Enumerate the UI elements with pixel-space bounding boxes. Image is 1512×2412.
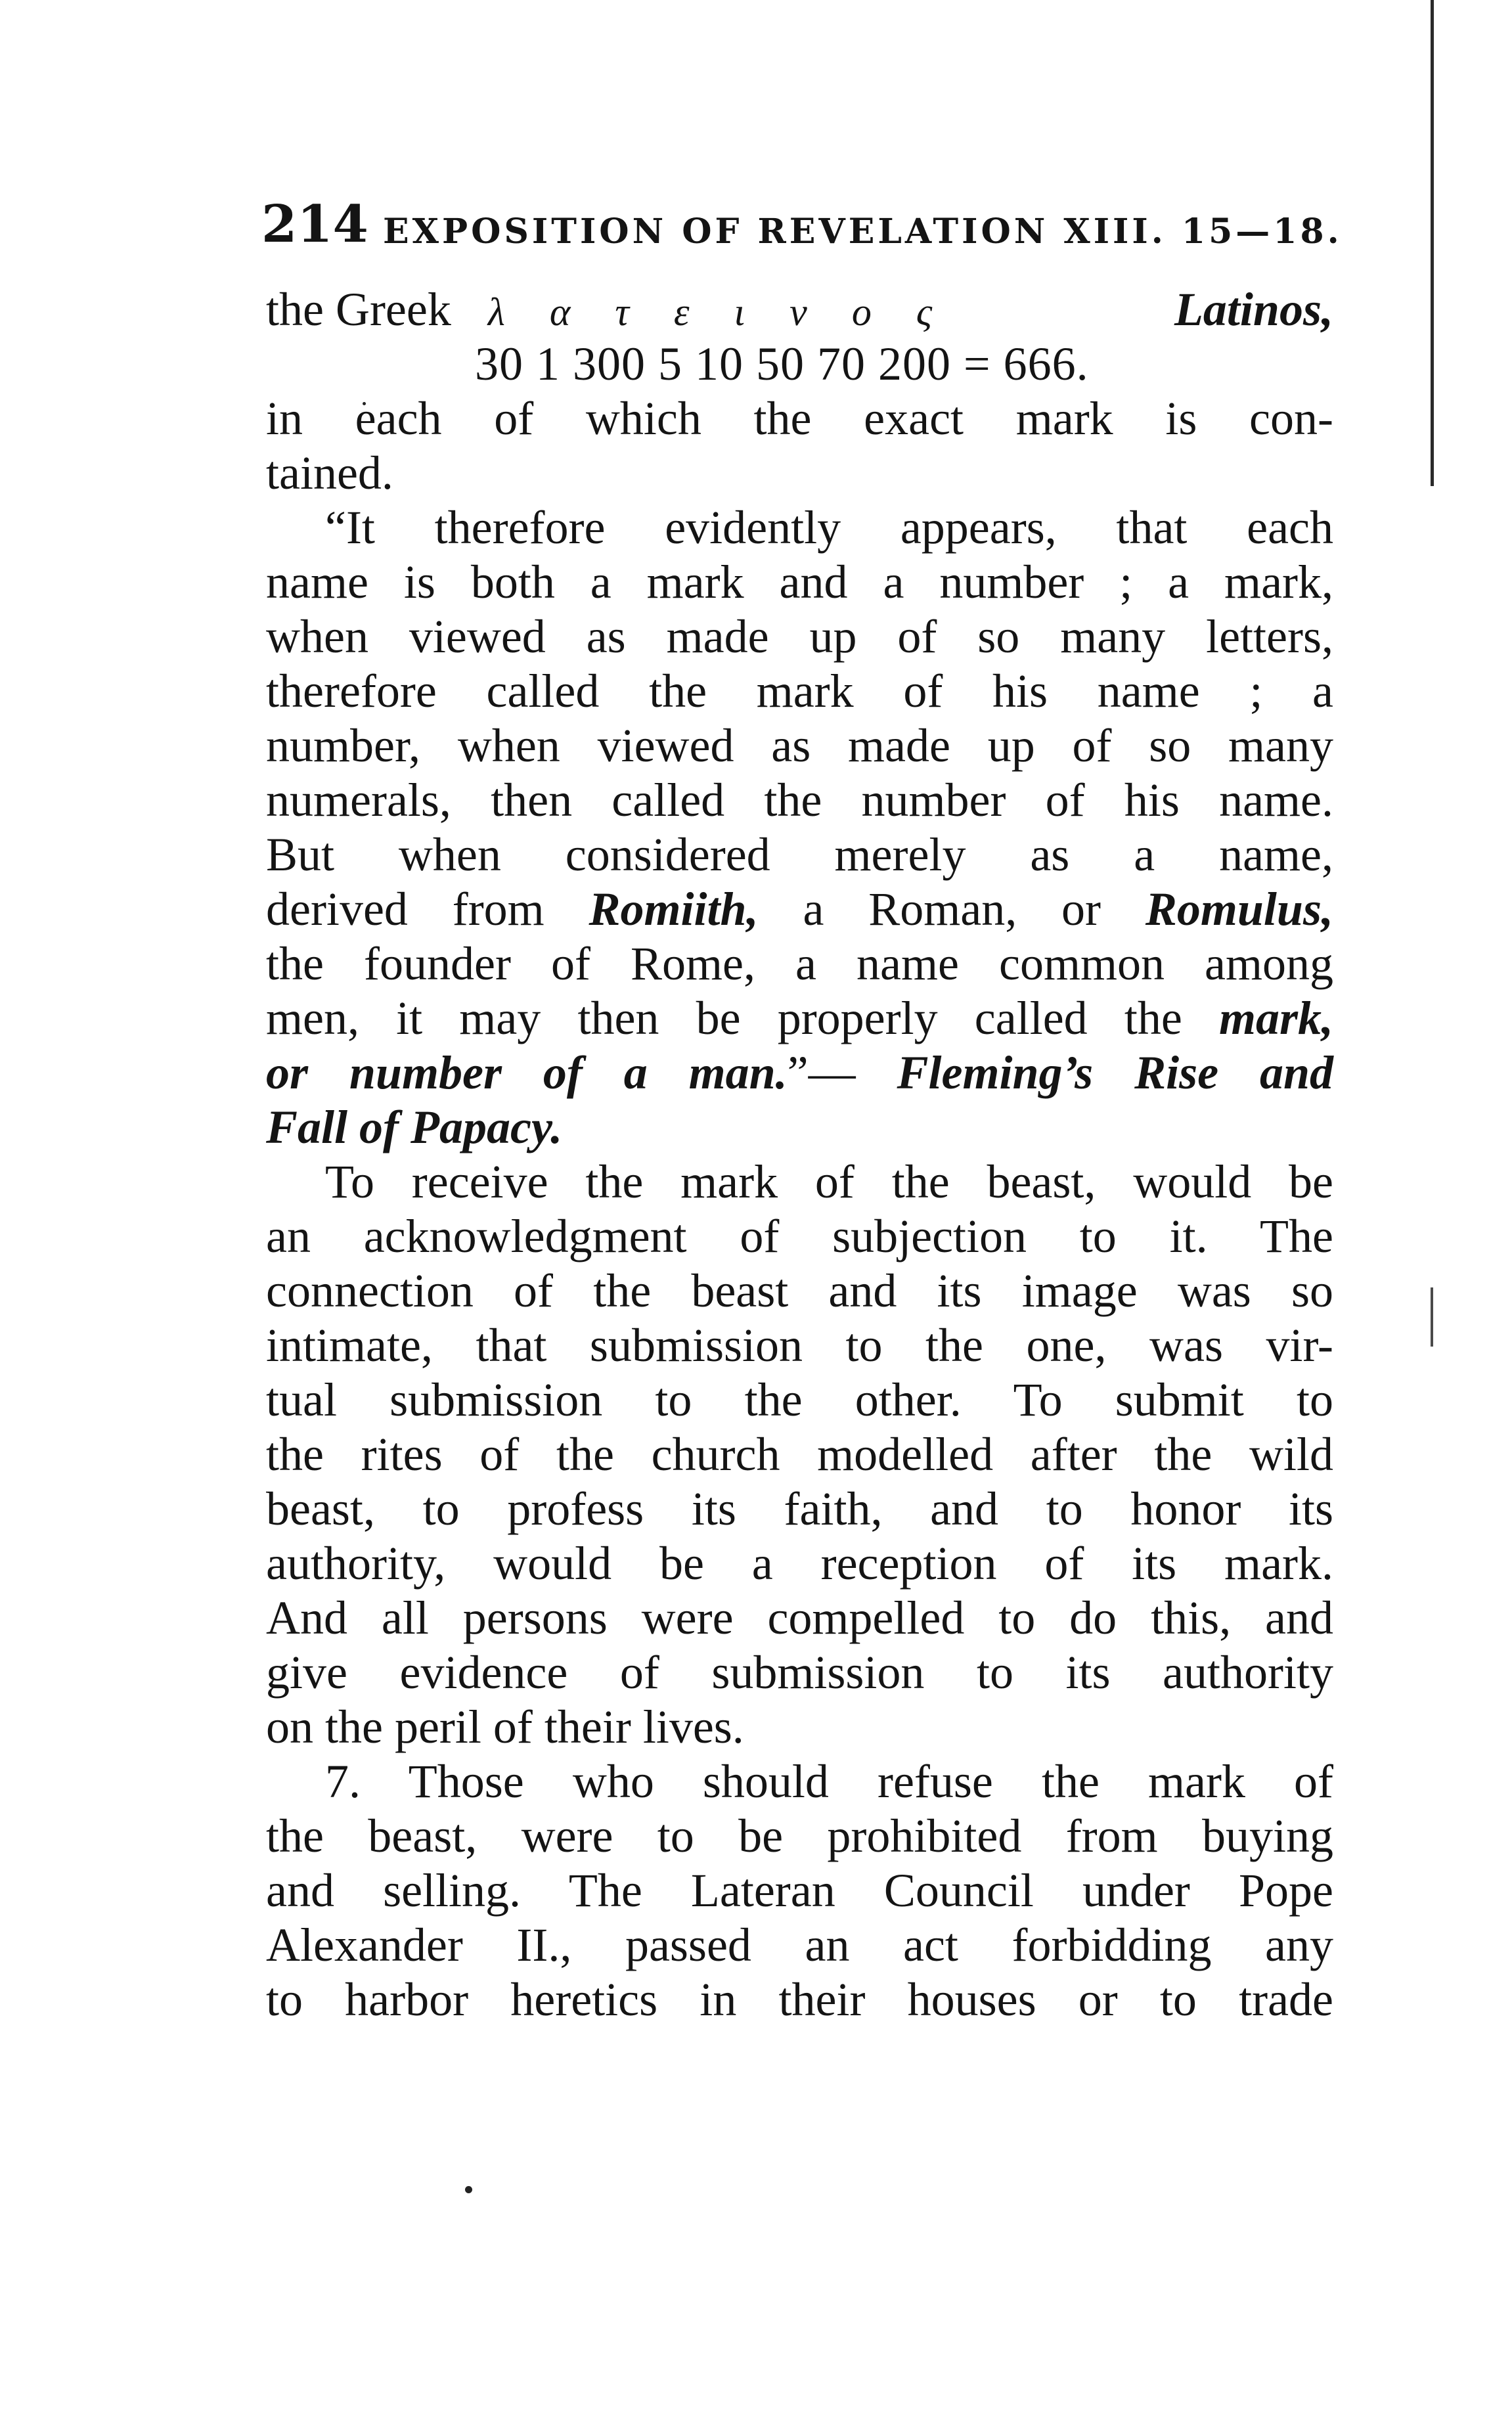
text-line: authority, would be a reception of its mark.	[266, 1537, 1333, 1590]
quote-italic: mark,	[1218, 992, 1333, 1044]
greek-letter: ς	[916, 290, 933, 334]
quote-line: therefore called the mark of his name ; a	[266, 665, 1333, 717]
quote-line: numerals, then called the number of his name.	[266, 774, 1333, 826]
greek-word-line	[266, 282, 1333, 337]
page-edge-rule-mid	[1431, 1287, 1433, 1347]
greek-lead: the Greek	[266, 283, 451, 336]
text-line: And all persons were compelled to do this, and	[266, 1592, 1333, 1644]
quote-text: ”—	[787, 1046, 897, 1099]
text-line: 7. Those who should refuse the mark of	[325, 1755, 1333, 1808]
text-line: the beast, were to be prohibited from buying	[266, 1810, 1333, 1862]
text-line: to harbor heretics in their houses or to trade	[266, 1973, 1333, 2026]
ink-speck	[465, 2186, 472, 2193]
text-line: in each of which the exact mark is con-	[266, 392, 1333, 445]
page-header	[261, 190, 1343, 263]
quote-line: name is both a mark and a number ; a mark,	[266, 556, 1333, 608]
quote-text: a Roman, or	[758, 883, 1145, 935]
running-head: EXPOSITION OF REVELATION XIII. 15—18.	[383, 212, 1343, 252]
greek-letter: λ	[487, 290, 505, 334]
text-line: tained.	[266, 447, 393, 499]
text-line: and selling. The Lateran Council under Pope	[266, 1864, 1333, 1917]
text-line: beast, to profess its faith, and to honor its	[266, 1483, 1333, 1535]
quote-line	[266, 991, 1333, 1046]
text-line: tual submission to the other. To submit to	[266, 1374, 1333, 1426]
quote-italic: or number of a man.	[266, 1046, 788, 1099]
text-line: intimate, that submission to the one, was vir-	[266, 1319, 1333, 1372]
greek-letter: ε	[673, 290, 690, 334]
body-text	[266, 282, 1333, 2027]
page-edge-rule-top	[1431, 0, 1434, 486]
quote-text: men, it may then be properly called the	[266, 992, 1219, 1044]
text-line: connection of the beast and its image was so	[266, 1264, 1333, 1317]
text-line: an acknowledgment of subjection to it. The	[266, 1210, 1333, 1262]
quote-line: number, when viewed as made up of so many	[266, 719, 1333, 772]
quote-italic: Romiith,	[589, 883, 759, 935]
citation-italic: Fall of Papacy.	[266, 1101, 563, 1153]
greek-letter: τ	[615, 290, 629, 334]
quote-line: when viewed as made up of so many letters,	[266, 610, 1333, 663]
quote-line	[266, 882, 1333, 937]
quote-italic: Romulus,	[1145, 883, 1333, 935]
page-number: 214	[261, 194, 368, 254]
text-line: To receive the mark of the beast, would be	[325, 1155, 1333, 1208]
text-line: on the peril of their lives.	[266, 1701, 744, 1753]
numeral-values-line: 30 1 300 5 10 50 70 200 = 666.	[475, 338, 1089, 390]
citation-italic: Fleming’s Rise and	[897, 1046, 1334, 1099]
quote-line: But when considered merely as a name,	[266, 828, 1333, 881]
greek-letter: α	[549, 290, 571, 334]
text-line: give evidence of submission to its authority	[266, 1646, 1333, 1699]
quote-line: the founder of Rome, a name common among	[266, 937, 1333, 990]
quote-line	[266, 1046, 1333, 1100]
quote-line: “It therefore evidently appears, that each	[325, 501, 1333, 554]
greek-letter: ι	[734, 290, 745, 334]
greek-letter: ο	[851, 290, 872, 334]
latin-word: Latinos,	[1174, 283, 1333, 336]
text-line: the rites of the church modelled after the wild	[266, 1428, 1333, 1481]
greek-letter: ν	[789, 290, 807, 334]
text-line: Alexander II., passed an act forbidding any	[266, 1919, 1333, 1971]
quote-text: derived from	[266, 883, 589, 935]
quote-line	[266, 1100, 1333, 1155]
